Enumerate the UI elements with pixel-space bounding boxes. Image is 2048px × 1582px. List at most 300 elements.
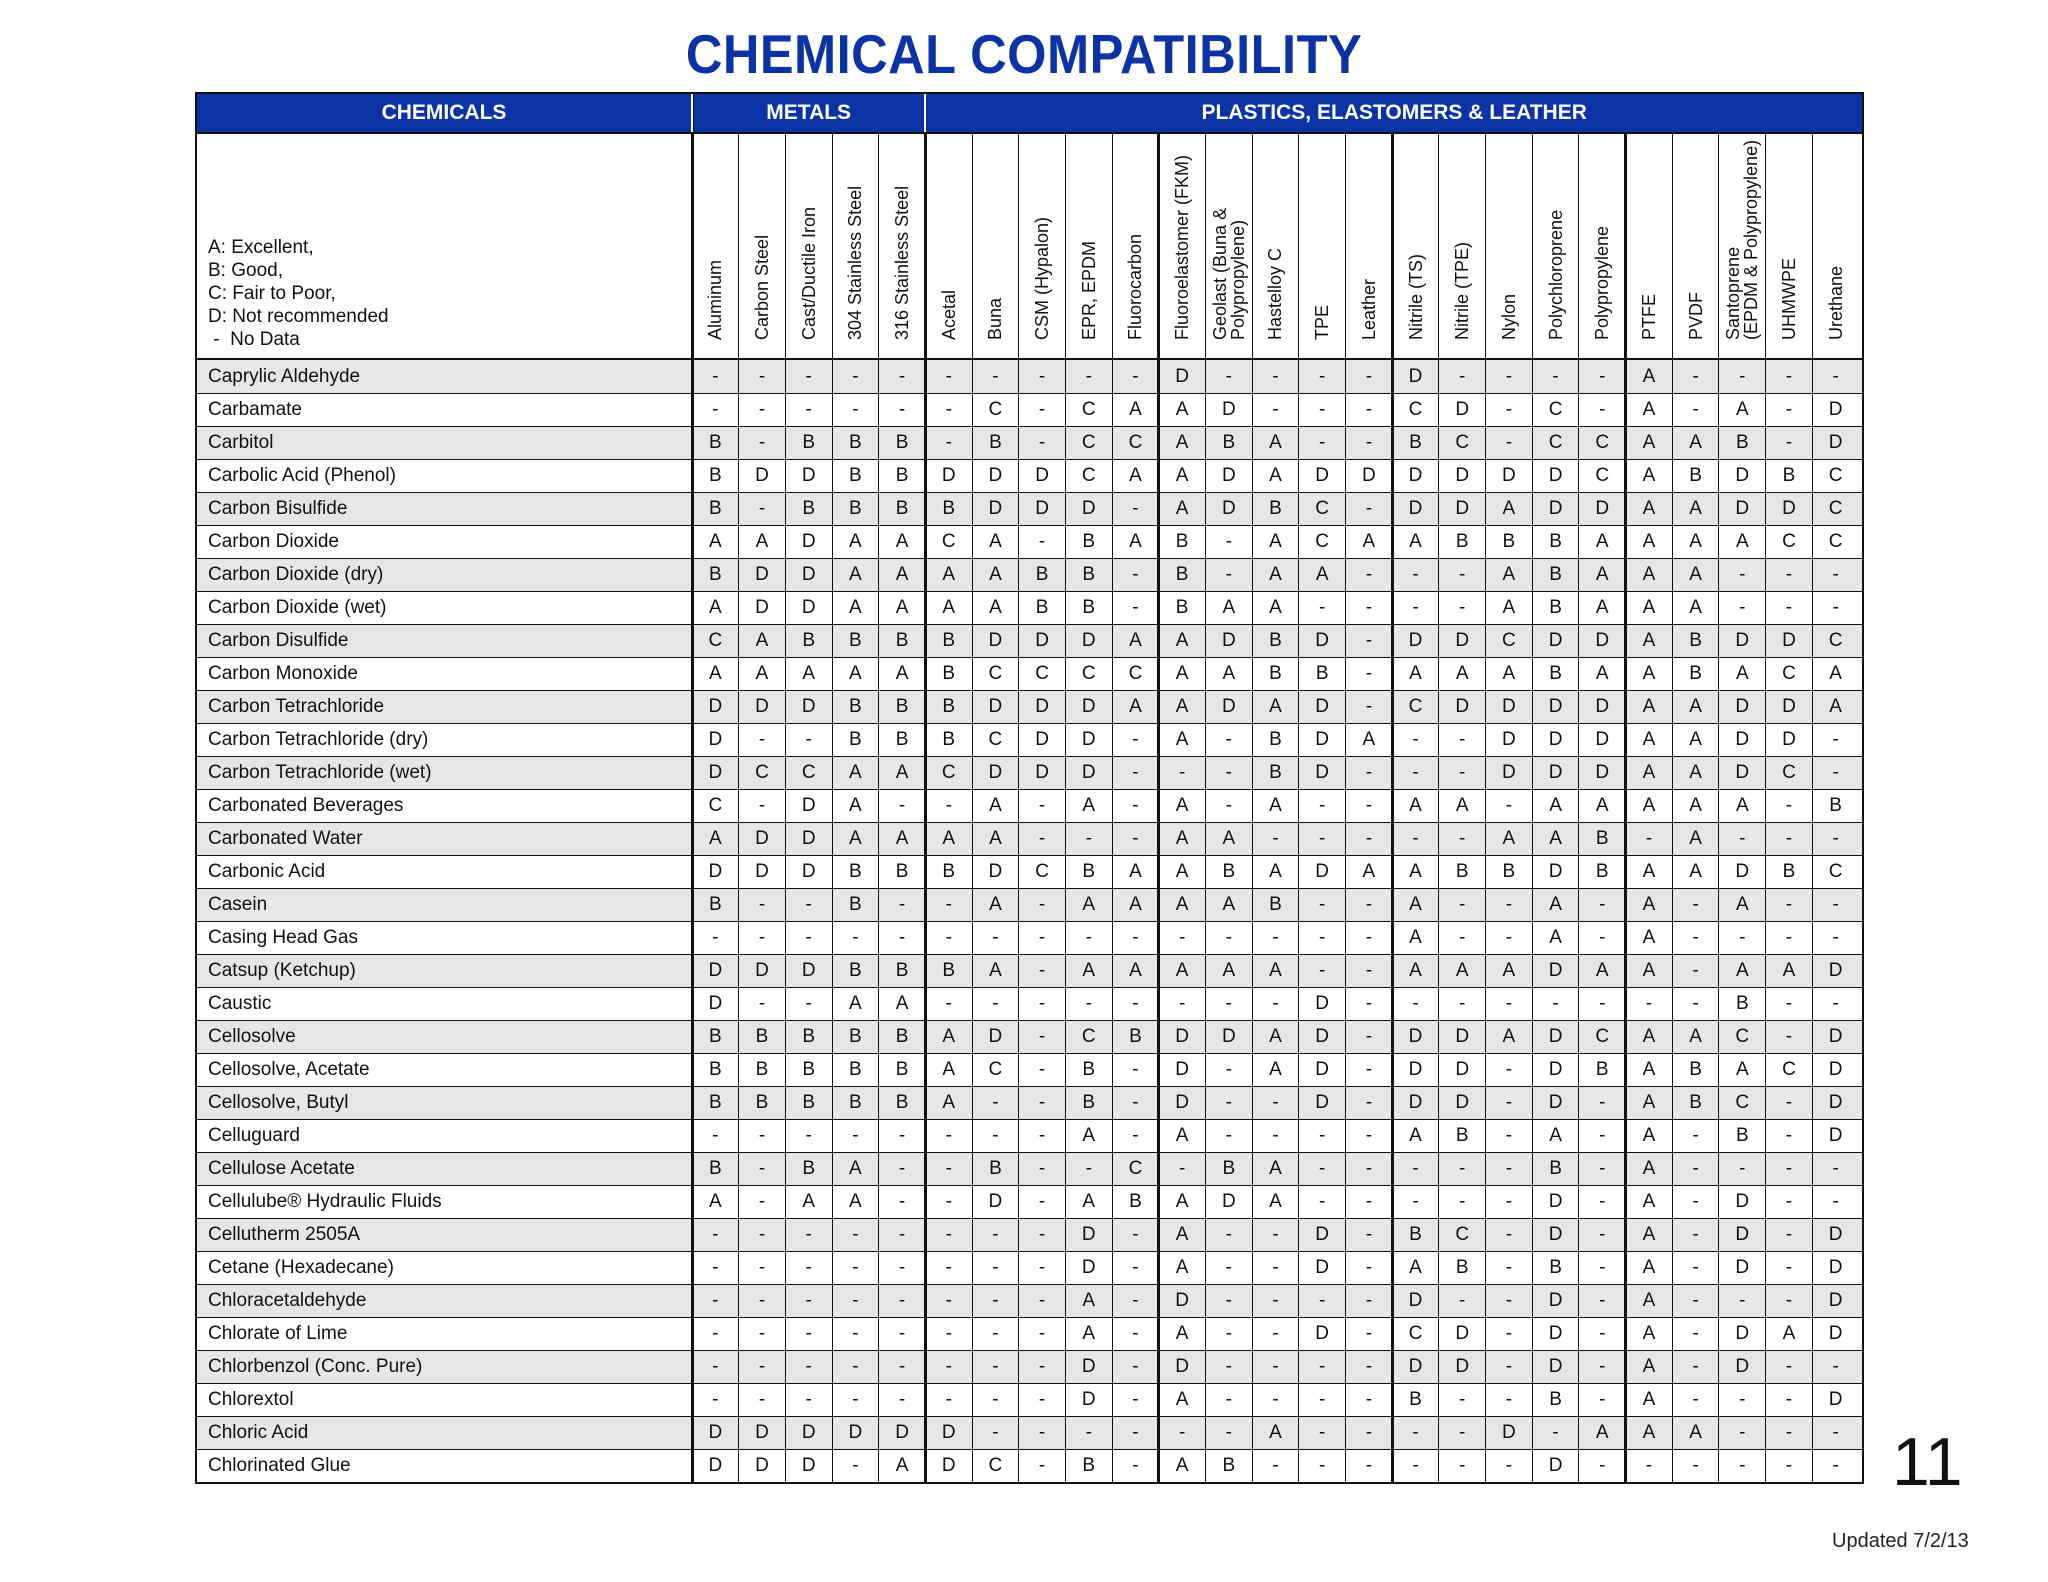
rating-cell: -: [758, 1389, 766, 1410]
rating-cell: D: [988, 465, 1003, 486]
rating-cell: D: [1315, 993, 1330, 1014]
rating-cell: B: [1502, 531, 1516, 552]
rating-cell: A: [1642, 1125, 1656, 1146]
rating-cell: B: [1175, 597, 1189, 618]
grid-line: [196, 921, 1863, 922]
table-row: [196, 987, 1863, 1020]
rating-cell: D: [1782, 729, 1796, 750]
rating-cell: -: [1599, 993, 1606, 1014]
rating-cell: B: [708, 1059, 722, 1080]
rating-cell: -: [1038, 1257, 1046, 1278]
grid-line: [196, 591, 1863, 592]
rating-cell: D: [1175, 1059, 1189, 1080]
rating-cell: B: [895, 696, 909, 717]
rating-cell: D: [1828, 1389, 1843, 1410]
rating-cell: -: [992, 1092, 999, 1113]
rating-cell: D: [1455, 498, 1470, 519]
rating-cell: D: [1828, 399, 1843, 420]
rating-cell: -: [992, 1323, 999, 1344]
rating-cell: B: [802, 1059, 816, 1080]
table-row: [196, 855, 1863, 888]
rating-cell: -: [945, 1191, 952, 1212]
rating-cell: A: [708, 1191, 722, 1212]
rating-cell: D: [1315, 861, 1330, 882]
rating-cell: D: [1735, 1257, 1750, 1278]
rating-cell: A: [1222, 663, 1236, 684]
rating-cell: -: [1365, 1158, 1373, 1179]
rating-cell: D: [1548, 1323, 1563, 1344]
rating-cell: B: [849, 696, 862, 717]
rating-cell: A: [1222, 597, 1236, 618]
rating-cell: A: [1595, 795, 1609, 816]
rating-cell: -: [1692, 1323, 1699, 1344]
rating-cell: C: [1548, 432, 1563, 453]
rating-cell: -: [1038, 399, 1046, 420]
grid-line: [691, 94, 693, 132]
rating-cell: A: [1735, 1059, 1749, 1080]
rating-cell: A: [1642, 1389, 1656, 1410]
rating-cell: C: [708, 630, 723, 651]
rating-cell: B: [942, 729, 956, 750]
rating-cell: -: [898, 1224, 906, 1245]
rating-cell: -: [1832, 828, 1839, 849]
rating-cell: B: [802, 1026, 816, 1047]
rating-cell: -: [1132, 1323, 1139, 1344]
rating-cell: D: [1035, 630, 1049, 651]
rating-cell: A: [895, 531, 909, 552]
rating-cell: D: [1548, 498, 1563, 519]
rating-cell: D: [1548, 465, 1563, 486]
column-header-label: Acetal: [938, 289, 959, 340]
rating-cell: B: [989, 432, 1002, 453]
rating-cell: D: [1595, 696, 1610, 717]
rating-cell: -: [712, 927, 719, 948]
rating-cell: -: [1832, 894, 1839, 915]
rating-cell: -: [1832, 993, 1839, 1014]
column-header: [1252, 134, 1299, 356]
chemical-name: Celluguard: [208, 1125, 300, 1146]
grid-line: [1252, 132, 1253, 1484]
rating-cell: -: [1038, 894, 1046, 915]
grid-line: [196, 1284, 1863, 1285]
rating-cell: D: [1315, 1224, 1330, 1245]
rating-cell: A: [849, 1191, 862, 1212]
rating-cell: -: [1739, 564, 1746, 585]
rating-cell: A: [1269, 1059, 1282, 1080]
rating-cell: C: [1455, 432, 1470, 453]
rating-cell: -: [945, 432, 952, 453]
rating-cell: -: [1038, 1026, 1046, 1047]
rating-cell: D: [1175, 1026, 1189, 1047]
rating-cell: -: [1505, 795, 1513, 816]
rating-cell: C: [941, 531, 956, 552]
rating-cell: B: [895, 498, 909, 519]
rating-cell: D: [708, 696, 723, 717]
rating-cell: B: [942, 663, 956, 684]
table-row: [196, 624, 1863, 657]
grid-line: [1532, 132, 1533, 1484]
rating-cell: -: [1645, 1455, 1653, 1476]
rating-cell: A: [1642, 1092, 1656, 1113]
rating-cell: A: [1269, 465, 1282, 486]
rating-cell: D: [1735, 696, 1750, 717]
rating-cell: -: [1038, 960, 1046, 981]
rating-cell: A: [1689, 597, 1702, 618]
rating-cell: B: [849, 1092, 862, 1113]
rating-cell: -: [712, 1290, 719, 1311]
rating-cell: B: [1549, 1257, 1562, 1278]
rating-cell: D: [1735, 1356, 1750, 1377]
column-header-label: Buna: [985, 297, 1006, 340]
rating-cell: D: [1455, 1323, 1470, 1344]
rating-cell: -: [852, 1125, 859, 1146]
rating-cell: B: [708, 465, 722, 486]
grid-line: [196, 723, 1863, 724]
column-header: [832, 134, 879, 356]
rating-cell: -: [1785, 1257, 1793, 1278]
table-row: [196, 921, 1863, 954]
grid-line: [196, 822, 1863, 823]
rating-cell: -: [1038, 1389, 1046, 1410]
rating-cell: A: [1642, 1224, 1656, 1245]
rating-cell: -: [1692, 1290, 1699, 1311]
rating-cell: B: [1129, 1191, 1142, 1212]
rating-cell: B: [895, 861, 909, 882]
rating-cell: -: [1132, 1455, 1139, 1476]
rating-cell: A: [895, 663, 909, 684]
rating-cell: A: [1129, 465, 1142, 486]
rating-cell: -: [1272, 1092, 1279, 1113]
table-row: [196, 822, 1863, 855]
rating-cell: D: [941, 465, 956, 486]
rating-cell: -: [1085, 366, 1092, 387]
rating-cell: -: [1832, 1158, 1839, 1179]
rating-cell: -: [1832, 564, 1839, 585]
grid-line: [832, 132, 833, 1484]
rating-cell: B: [802, 432, 816, 453]
rating-cell: -: [1785, 795, 1793, 816]
rating-cell: B: [849, 861, 862, 882]
rating-cell: D: [1081, 1356, 1096, 1377]
rating-cell: A: [1082, 894, 1096, 915]
rating-cell: C: [988, 729, 1003, 750]
rating-cell: C: [1595, 1026, 1610, 1047]
table-row: [196, 1449, 1863, 1482]
chemical-name: Carbonated Water: [208, 828, 363, 849]
rating-cell: -: [1599, 927, 1606, 948]
rating-cell: B: [942, 696, 956, 717]
rating-cell: A: [1595, 663, 1609, 684]
rating-cell: D: [1408, 1059, 1423, 1080]
table-row: [196, 954, 1863, 987]
rating-cell: C: [801, 762, 816, 783]
rating-cell: D: [988, 762, 1003, 783]
rating-cell: A: [1269, 564, 1282, 585]
rating-cell: B: [1455, 1125, 1469, 1146]
rating-cell: D: [1548, 1356, 1563, 1377]
rating-cell: B: [1269, 663, 1282, 684]
grid-line: [196, 1152, 1863, 1153]
rating-cell: -: [805, 1125, 812, 1146]
rating-cell: -: [1739, 828, 1746, 849]
rating-cell: C: [1128, 432, 1143, 453]
rating-cell: A: [1222, 828, 1236, 849]
rating-cell: -: [852, 399, 859, 420]
rating-cell: -: [1225, 1422, 1232, 1443]
rating-cell: -: [805, 1389, 812, 1410]
chemical-name: Cellosolve, Butyl: [208, 1092, 349, 1113]
rating-cell: -: [1225, 1125, 1232, 1146]
rating-cell: A: [1689, 729, 1702, 750]
rating-cell: D: [1548, 762, 1563, 783]
rating-cell: -: [1459, 894, 1466, 915]
rating-cell: -: [1225, 564, 1232, 585]
rating-cell: B: [1082, 531, 1096, 552]
rating-cell: -: [1785, 1191, 1793, 1212]
rating-cell: A: [1269, 432, 1282, 453]
rating-cell: A: [1409, 894, 1422, 915]
rating-cell: -: [1225, 1356, 1232, 1377]
rating-cell: A: [1642, 861, 1656, 882]
grid-line: [196, 987, 1863, 988]
rating-cell: A: [942, 828, 956, 849]
rating-cell: D: [1782, 498, 1796, 519]
rating-cell: -: [1132, 597, 1139, 618]
rating-cell: -: [758, 927, 766, 948]
rating-cell: -: [1505, 432, 1513, 453]
rating-cell: -: [1365, 663, 1373, 684]
rating-cell: -: [1505, 399, 1513, 420]
rating-cell: A: [1502, 564, 1516, 585]
rating-cell: -: [1319, 366, 1326, 387]
rating-cell: -: [1412, 1191, 1419, 1212]
rating-cell: A: [849, 663, 862, 684]
rating-cell: -: [1178, 762, 1186, 783]
chemical-name: Chloracetaldehyde: [208, 1290, 367, 1311]
rating-cell: D: [1175, 1092, 1189, 1113]
rating-cell: D: [801, 564, 816, 585]
rating-cell: -: [1645, 993, 1653, 1014]
rating-cell: D: [708, 762, 723, 783]
rating-cell: -: [1692, 1389, 1699, 1410]
rating-cell: A: [849, 1158, 862, 1179]
rating-cell: -: [945, 927, 952, 948]
rating-cell: A: [1502, 828, 1516, 849]
rating-cell: -: [758, 1257, 766, 1278]
rating-cell: -: [992, 993, 999, 1014]
rating-cell: D: [755, 696, 769, 717]
rating-cell: C: [1035, 663, 1049, 684]
rating-cell: -: [992, 1257, 999, 1278]
rating-cell: D: [801, 597, 816, 618]
grid-line: [196, 358, 1863, 360]
rating-cell: -: [1785, 1389, 1793, 1410]
rating-cell: -: [1785, 1092, 1793, 1113]
rating-cell: -: [1412, 993, 1419, 1014]
rating-cell: D: [1828, 1257, 1843, 1278]
rating-cell: D: [1081, 729, 1096, 750]
rating-cell: C: [1128, 1158, 1143, 1179]
column-header: [1532, 134, 1579, 356]
rating-cell: D: [755, 564, 769, 585]
rating-cell: A: [1269, 531, 1282, 552]
rating-cell: -: [1319, 1191, 1326, 1212]
rating-cell: D: [1035, 498, 1049, 519]
column-header: [1346, 134, 1393, 356]
rating-cell: -: [1178, 993, 1186, 1014]
rating-cell: -: [852, 1455, 859, 1476]
grid-line: [196, 1218, 1863, 1219]
rating-cell: -: [1272, 1389, 1279, 1410]
rating-cell: B: [849, 894, 862, 915]
rating-cell: B: [1035, 564, 1049, 585]
table-row: [196, 1383, 1863, 1416]
rating-cell: A: [989, 597, 1002, 618]
rating-cell: -: [852, 1389, 859, 1410]
rating-cell: -: [712, 1257, 719, 1278]
chemical-name: Caustic: [208, 993, 272, 1014]
rating-cell: A: [1455, 795, 1469, 816]
rating-cell: -: [1505, 1356, 1513, 1377]
rating-cell: C: [1828, 465, 1843, 486]
rating-cell: D: [1502, 465, 1516, 486]
rating-cell: B: [1689, 663, 1702, 684]
rating-cell: A: [1502, 1026, 1516, 1047]
rating-cell: D: [1175, 366, 1189, 387]
grid-line: [1672, 132, 1673, 1484]
rating-cell: D: [1221, 399, 1236, 420]
rating-cell: D: [801, 795, 816, 816]
rating-cell: A: [1502, 597, 1516, 618]
rating-cell: B: [1129, 1026, 1142, 1047]
rating-cell: A: [942, 1059, 956, 1080]
rating-cell: A: [1269, 597, 1282, 618]
rating-cell: B: [1735, 1125, 1749, 1146]
rating-cell: B: [708, 432, 722, 453]
rating-cell: A: [1642, 795, 1656, 816]
rating-cell: -: [1132, 828, 1139, 849]
rating-cell: -: [1505, 927, 1513, 948]
rating-cell: -: [805, 729, 812, 750]
rating-cell: -: [1692, 1158, 1699, 1179]
column-header-label: EPR, EPDM: [1078, 240, 1099, 340]
rating-cell: C: [1081, 663, 1096, 684]
rating-cell: B: [708, 1158, 722, 1179]
rating-cell: B: [1082, 1092, 1096, 1113]
rating-cell: D: [1408, 1356, 1423, 1377]
rating-cell: -: [992, 927, 999, 948]
rating-cell: -: [1319, 1455, 1326, 1476]
table-row: [196, 723, 1863, 756]
rating-cell: -: [1272, 1455, 1279, 1476]
rating-cell: -: [712, 1323, 719, 1344]
rating-cell: B: [849, 1059, 862, 1080]
rating-cell: -: [1459, 729, 1466, 750]
rating-cell: A: [1175, 1455, 1189, 1476]
rating-cell: -: [1365, 1323, 1373, 1344]
rating-cell: C: [1782, 663, 1796, 684]
grid-line: [1718, 132, 1719, 1484]
rating-cell: B: [895, 630, 909, 651]
rating-cell: D: [1315, 1059, 1330, 1080]
rating-cell: -: [1365, 1092, 1373, 1113]
rating-cell: D: [801, 1455, 816, 1476]
rating-cell: A: [1129, 531, 1142, 552]
rating-cell: -: [805, 366, 812, 387]
chemical-name: Carbon Dioxide (wet): [208, 597, 387, 618]
rating-cell: B: [942, 960, 956, 981]
rating-cell: -: [1599, 1125, 1606, 1146]
rating-cell: D: [708, 861, 723, 882]
rating-cell: D: [755, 828, 769, 849]
rating-cell: -: [1599, 1224, 1606, 1245]
rating-cell: D: [1081, 762, 1096, 783]
rating-cell: -: [1038, 1455, 1046, 1476]
rating-cell: D: [801, 960, 816, 981]
rating-cell: -: [805, 1323, 812, 1344]
rating-cell: -: [1365, 1290, 1373, 1311]
rating-cell: B: [802, 498, 816, 519]
rating-cell: D: [1081, 1224, 1096, 1245]
rating-cell: C: [708, 795, 723, 816]
rating-cell: -: [1038, 366, 1046, 387]
rating-cell: A: [1689, 1422, 1702, 1443]
rating-cell: -: [1832, 1455, 1839, 1476]
rating-cell: -: [1552, 1422, 1559, 1443]
grid-line: [196, 1482, 1863, 1484]
rating-cell: -: [1459, 1455, 1466, 1476]
grid-line: [1065, 132, 1066, 1484]
rating-cell: -: [1505, 1455, 1513, 1476]
rating-cell: A: [1269, 1158, 1282, 1179]
rating-cell: -: [1038, 1224, 1046, 1245]
rating-cell: D: [1221, 1191, 1236, 1212]
rating-cell: D: [801, 465, 816, 486]
column-header-label: Fluoroelastomer (FKM): [1172, 154, 1193, 340]
rating-cell: -: [1365, 1356, 1373, 1377]
rating-cell: C: [1035, 861, 1049, 882]
table-row: [196, 1185, 1863, 1218]
rating-cell: A: [1689, 564, 1702, 585]
rating-cell: D: [1828, 432, 1843, 453]
rating-cell: -: [1459, 366, 1466, 387]
rating-cell: B: [1782, 861, 1796, 882]
grid-line: [196, 1350, 1863, 1351]
rating-cell: D: [1828, 1290, 1843, 1311]
rating-cell: D: [755, 960, 769, 981]
rating-cell: -: [992, 1224, 999, 1245]
rating-cell: C: [1735, 1026, 1750, 1047]
rating-cell: -: [1739, 1158, 1746, 1179]
table-row: [196, 426, 1863, 459]
rating-cell: A: [755, 630, 769, 651]
rating-cell: -: [1132, 1389, 1139, 1410]
rating-cell: A: [708, 597, 722, 618]
rating-cell: A: [1642, 1290, 1656, 1311]
rating-cell: -: [1692, 1224, 1699, 1245]
rating-cell: -: [852, 366, 859, 387]
chemical-name: Casein: [208, 894, 268, 915]
rating-cell: B: [1549, 1158, 1562, 1179]
rating-cell: B: [895, 465, 909, 486]
rating-cell: A: [1129, 399, 1142, 420]
rating-cell: -: [1412, 762, 1419, 783]
rating-cell: D: [941, 1455, 956, 1476]
table-row: [196, 690, 1863, 723]
table-row: [196, 558, 1863, 591]
rating-cell: -: [945, 366, 952, 387]
rating-cell: B: [1269, 630, 1282, 651]
